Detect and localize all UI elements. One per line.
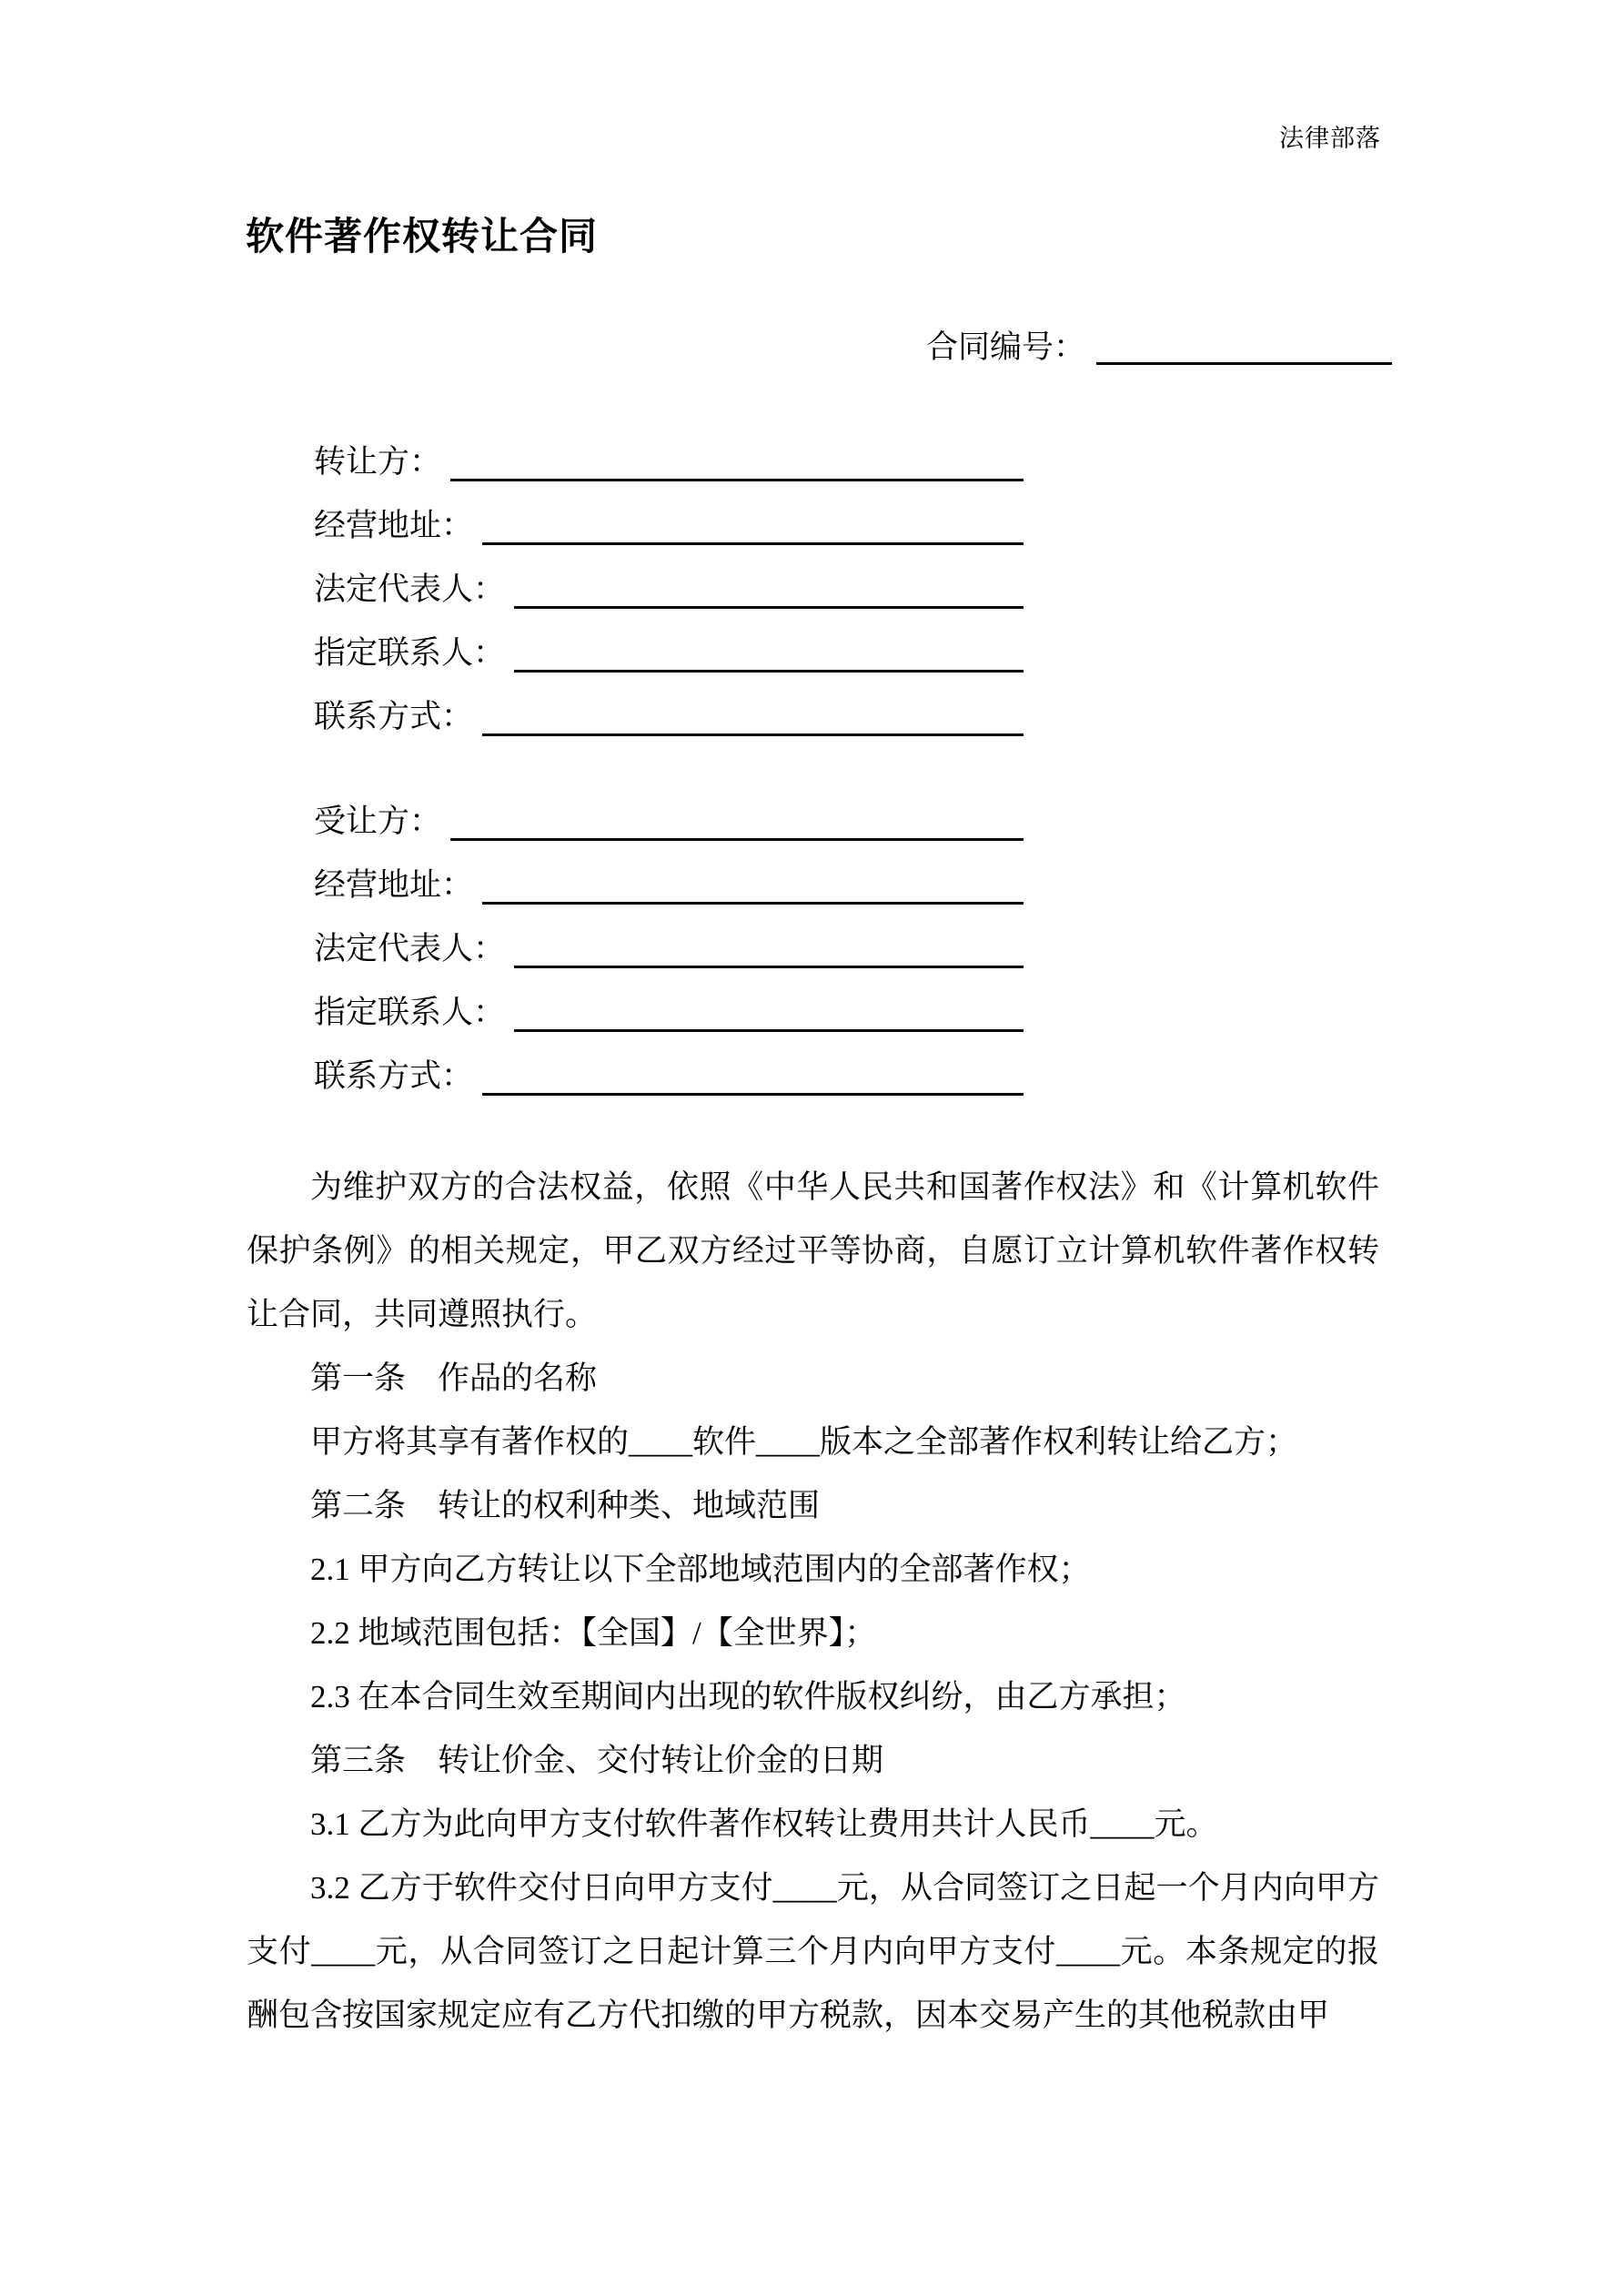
field-label: 转让方： <box>314 444 442 480</box>
article-1-heading: 第一条 作品的名称 <box>310 1360 598 1396</box>
field-blank-line <box>482 1045 1024 1096</box>
field-blank-line <box>450 790 1024 841</box>
field-label: 经营地址： <box>314 867 474 903</box>
article-2-clause-2: 2.2 地域范围包括：【全国】/【全世界】； <box>310 1615 877 1651</box>
field-row-transferor-legal-rep <box>314 558 1024 622</box>
field-blank-line <box>450 430 1024 481</box>
field-label: 联系方式： <box>314 699 474 734</box>
field-label: 指定联系人： <box>314 635 506 671</box>
transferee-section <box>314 790 1024 1108</box>
field-blank-line <box>514 981 1024 1032</box>
brand-header: 法律部落 <box>1279 125 1381 152</box>
field-label: 法定代表人： <box>314 571 506 607</box>
contract-number-row <box>926 325 1392 370</box>
field-blank-line <box>514 558 1024 609</box>
article-2-clause-3: 2.3 在本合同生效至期间内出现的软件版权纠纷，由乙方承担； <box>310 1679 1186 1714</box>
field-blank-line <box>482 854 1024 905</box>
intro-paragraph: 为维护双方的合法权益，依照《中华人民共和国著作权法》和《计算机软件保护条例》的相关规定，甲乙双方经过平等协商，自愿订立计算机软件著作权转让合同，共同遵照执行。 <box>247 1169 1379 1332</box>
contract-number-label: 合同编号： <box>926 329 1086 365</box>
contract-body <box>247 1156 1379 2048</box>
field-blank-line <box>514 622 1024 673</box>
transferor-section <box>314 430 1024 749</box>
field-row-transferee-name <box>314 790 1024 854</box>
field-blank-line <box>514 917 1024 968</box>
field-row-transferor-address <box>314 494 1024 558</box>
field-label: 联系方式： <box>314 1058 474 1094</box>
contract-number-blank-line <box>1096 325 1392 365</box>
field-blank-line <box>482 685 1024 736</box>
field-row-transferee-legal-rep <box>314 917 1024 981</box>
article-3-clause-1: 3.1 乙方为此向甲方支付软件著作权转让费用共计人民币____元。 <box>310 1806 1218 1842</box>
field-label: 指定联系人： <box>314 995 506 1030</box>
field-blank-line <box>482 494 1024 545</box>
field-row-transferee-contact-person <box>314 981 1024 1045</box>
field-row-transferor-name <box>314 430 1024 494</box>
field-label: 经营地址： <box>314 508 474 543</box>
article-2-clause-1: 2.1 甲方向乙方转让以下全部地域范围内的全部著作权； <box>310 1552 1091 1587</box>
field-label: 受让方： <box>314 804 442 839</box>
field-row-transferee-contact-method <box>314 1045 1024 1108</box>
document-title: 软件著作权转让合同 <box>246 217 599 258</box>
article-1-clause-1: 甲方将其享有著作权的____软件____版本之全部著作权利转让给乙方； <box>310 1424 1298 1460</box>
article-3-clause-2: 3.2 乙方于软件交付日向甲方支付____元，从合同签订之日起一个月内向甲方支付____元，从合同签订之日起计算三个月内向甲方支付____元。本条规定的报酬包含按国家规定应有乙方代扣缴的甲方税款，因本交易产生的其他税款由甲 <box>247 1870 1379 2033</box>
article-3-heading: 第三条 转让价金、交付转让价金的日期 <box>310 1743 884 1778</box>
article-2-heading: 第二条 转让的权利种类、地域范围 <box>310 1488 821 1523</box>
field-row-transferor-contact-method <box>314 685 1024 749</box>
field-row-transferee-address <box>314 854 1024 917</box>
field-label: 法定代表人： <box>314 931 506 966</box>
field-row-transferor-contact-person <box>314 622 1024 685</box>
